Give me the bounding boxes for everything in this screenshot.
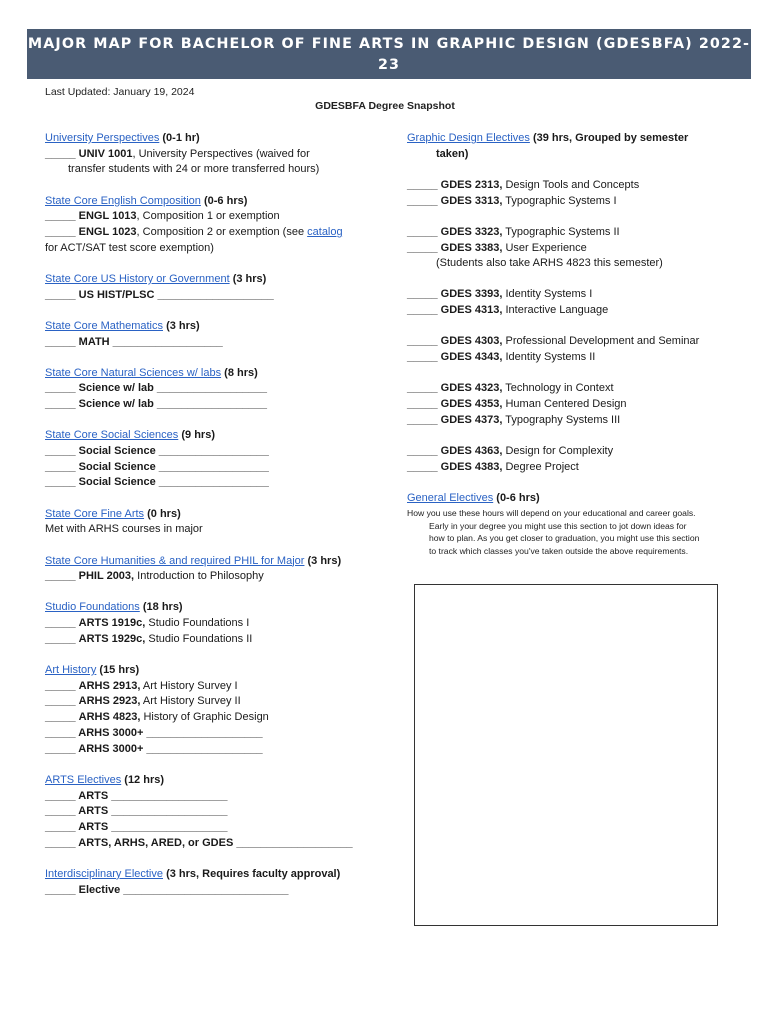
- right-column: [407, 131, 737, 573]
- checkbox-blank: _____: [407, 304, 438, 317]
- course-title: , Composition 2 or exemption (see: [136, 226, 308, 239]
- course-code: GDES 4363,: [440, 444, 503, 457]
- checkbox-blank: _____: [407, 460, 438, 473]
- section-fine-arts: [45, 507, 405, 538]
- checkbox-blank: _____: [407, 241, 438, 254]
- section-hours: (9 hrs): [181, 429, 215, 442]
- course-line: [45, 836, 405, 852]
- course-line: [45, 804, 405, 820]
- course-line: [45, 475, 405, 491]
- semester-group-1: [407, 178, 737, 209]
- course-line: [45, 460, 405, 476]
- checkbox-blank: _____: [407, 194, 438, 207]
- course-line: [407, 381, 737, 397]
- section-natural-sciences: [45, 366, 405, 413]
- semester-note: (Students also take ARHS 4823 this semester): [436, 257, 663, 270]
- course-title: Typographic Systems II: [502, 225, 620, 238]
- checkbox-blank: _____: [407, 288, 438, 301]
- checkbox-blank: _____: [45, 288, 76, 301]
- course-line: [45, 742, 405, 758]
- course-code: GDES 4323,: [440, 382, 503, 395]
- checkbox-blank: _____: [45, 726, 76, 739]
- left-column: [45, 131, 405, 914]
- course-line: Met with ARHS courses in major: [45, 523, 203, 536]
- checkbox-blank: _____: [45, 617, 76, 630]
- course-code: GDES 4353,: [440, 397, 503, 410]
- checkbox-blank: _____: [45, 147, 76, 160]
- course-code: UNIV 1001: [78, 147, 133, 160]
- course-title: Identity Systems II: [502, 351, 596, 364]
- section-general-electives: [407, 491, 737, 558]
- course-code: ARTS 1919c,: [78, 617, 146, 630]
- checkbox-blank: _____: [45, 398, 76, 411]
- art-history-link[interactable]: Art History: [45, 664, 97, 677]
- course-code: GDES 3393,: [440, 288, 503, 301]
- section-social-sciences: [45, 428, 405, 491]
- english-composition-link[interactable]: State Core English Composition: [45, 194, 201, 207]
- section-hours: (3 hrs): [232, 272, 267, 285]
- checkbox-blank: _____: [45, 836, 76, 849]
- semester-group-4: [407, 334, 737, 365]
- course-title: Art History Survey I: [140, 679, 238, 692]
- checkbox-blank: _____: [407, 351, 438, 364]
- course-code: GDES 3313,: [440, 194, 503, 207]
- fine-arts-link[interactable]: State Core Fine Arts: [45, 507, 145, 520]
- course-code: PHIL 2003,: [78, 570, 135, 583]
- section-university-perspectives: [45, 131, 405, 178]
- checkbox-blank: _____: [407, 178, 438, 191]
- mathematics-link[interactable]: State Core Mathematics: [45, 319, 163, 332]
- section-hours: (12 hrs): [124, 773, 165, 786]
- course-title: History of Graphic Design: [140, 711, 269, 724]
- course-line: [45, 694, 405, 710]
- section-art-history: [45, 663, 405, 757]
- section-english-composition: [45, 194, 405, 257]
- section-hours: (15 hrs): [99, 664, 140, 677]
- course-title: Interactive Language: [502, 304, 609, 317]
- checkbox-blank: _____: [45, 570, 76, 583]
- course-slot: Science w/ lab __________________: [78, 398, 268, 411]
- course-title: User Experience: [502, 241, 587, 254]
- checkbox-blank: _____: [407, 335, 438, 348]
- section-hours: (0-1 hr): [162, 132, 200, 144]
- course-slot: MATH __________________: [78, 335, 223, 348]
- course-slot: Science w/ lab __________________: [78, 382, 268, 395]
- course-code: ENGL 1023: [78, 226, 137, 239]
- section-studio-foundations: [45, 600, 405, 647]
- checkbox-blank: _____: [45, 335, 76, 348]
- course-line: [407, 241, 737, 257]
- checkbox-blank: _____: [407, 225, 438, 238]
- checkbox-blank: _____: [407, 444, 438, 457]
- course-line: [45, 679, 405, 695]
- page-title-line-2: THROUGH 2023-24 CATALOG YEARS: [230, 78, 548, 94]
- course-code: GDES 4343,: [440, 351, 503, 364]
- course-title: Typographic Systems I: [502, 194, 617, 207]
- checkbox-blank: _____: [45, 210, 76, 223]
- section-us-history: [45, 272, 405, 303]
- catalog-link[interactable]: catalog: [307, 226, 343, 239]
- course-title: Design Tools and Concepts: [502, 178, 640, 191]
- section-hours: (3 hrs): [307, 554, 342, 567]
- last-updated-text: Last Updated: January 19, 2024: [45, 86, 195, 98]
- checkbox-blank: _____: [45, 476, 76, 489]
- course-line: [407, 334, 737, 350]
- course-title: Technology in Context: [502, 382, 614, 395]
- course-slot: ARTS, ARHS, ARED, or GDES ___________________: [78, 836, 353, 849]
- checkbox-blank: _____: [45, 679, 76, 692]
- note-line: How you use these hours will depend on your educational and career goals.: [407, 508, 696, 519]
- interdisciplinary-elective-link[interactable]: Interdisciplinary Elective: [45, 867, 163, 880]
- course-title: , University Perspectives (waived for: [132, 147, 310, 160]
- course-title: Art History Survey II: [140, 695, 241, 708]
- course-line: [407, 225, 737, 241]
- checkbox-blank: _____: [45, 883, 76, 896]
- note-line: Early in your degree you might use this section to jot down ideas for: [429, 520, 687, 531]
- checkbox-blank: _____: [407, 397, 438, 410]
- checkbox-blank: _____: [45, 789, 76, 802]
- snapshot-heading: GDESBFA Degree Snapshot: [315, 100, 455, 112]
- general-electives-notes-box[interactable]: [414, 584, 718, 926]
- section-hours: (3 hrs): [166, 319, 200, 332]
- course-slot: Elective ___________________________: [78, 883, 289, 896]
- course-code: GDES 4303,: [440, 335, 503, 348]
- checkbox-blank: _____: [45, 445, 76, 458]
- course-line: [407, 460, 737, 476]
- course-line: [45, 335, 405, 351]
- general-electives-note: [407, 507, 737, 557]
- arts-electives-link[interactable]: ARTS Electives: [45, 773, 122, 786]
- course-line: [45, 288, 405, 304]
- section-hours: (39 hrs, Grouped by semester: [532, 132, 689, 144]
- course-title: Degree Project: [502, 460, 579, 473]
- course-slot: ARHS 3000+ ___________________: [78, 726, 263, 739]
- humanities-link[interactable]: State Core Humanities & and required PHIL for Major: [45, 554, 305, 567]
- checkbox-blank: _____: [45, 460, 76, 473]
- course-code: GDES 3383,: [440, 241, 503, 254]
- course-title: Typography Systems III: [502, 413, 621, 426]
- course-line: [45, 569, 405, 585]
- section-hours: (8 hrs): [224, 366, 258, 379]
- section-arts-electives: [45, 773, 405, 852]
- section-hours: (0-6 hrs): [496, 491, 540, 504]
- course-code: ARHS 2923,: [78, 695, 141, 708]
- course-line: [45, 147, 405, 163]
- course-slot: ARTS ___________________: [78, 805, 228, 818]
- course-line: [45, 726, 405, 742]
- semester-group-6: [407, 444, 737, 475]
- course-line: [407, 303, 737, 319]
- course-line: [45, 209, 405, 225]
- section-graphic-design-electives: [407, 131, 737, 162]
- checkbox-blank: _____: [45, 226, 76, 239]
- course-code: GDES 4373,: [440, 413, 503, 426]
- course-line: [45, 381, 405, 397]
- course-slot: ARTS ___________________: [78, 820, 228, 833]
- course-title: Design for Complexity: [502, 444, 614, 457]
- checkbox-blank: _____: [45, 711, 76, 724]
- general-electives-link[interactable]: General Electives: [407, 491, 494, 504]
- semester-group-3: [407, 287, 737, 318]
- course-title: , Composition 1 or exemption: [136, 210, 280, 223]
- section-humanities: [45, 554, 405, 585]
- course-line: [45, 397, 405, 413]
- us-history-link[interactable]: State Core US History or Government: [45, 272, 230, 285]
- note-line: how to plan. As you get closer to graduation, you might use this section: [429, 533, 700, 544]
- course-line-continued: for ACT/SAT test score exemption): [45, 241, 214, 254]
- section-hours: (0 hrs): [147, 507, 181, 520]
- natural-sciences-link[interactable]: State Core Natural Sciences w/ labs: [45, 366, 222, 379]
- course-line: [45, 444, 405, 460]
- social-sciences-link[interactable]: State Core Social Sciences: [45, 429, 179, 442]
- course-line: [407, 287, 737, 303]
- checkbox-blank: _____: [45, 742, 76, 755]
- section-hours: (18 hrs): [142, 601, 183, 614]
- course-code: GDES 4313,: [440, 304, 503, 317]
- studio-foundations-link[interactable]: Studio Foundations: [45, 601, 140, 614]
- checkbox-blank: _____: [45, 632, 76, 645]
- course-line: [407, 444, 737, 460]
- course-slot: ARTS ___________________: [78, 789, 228, 802]
- checkbox-blank: _____: [407, 382, 438, 395]
- course-code: ARHS 4823,: [78, 711, 141, 724]
- course-slot: ARHS 3000+ ___________________: [78, 742, 263, 755]
- course-title: Identity Systems I: [502, 288, 593, 301]
- checkbox-blank: _____: [45, 382, 76, 395]
- course-slot: Social Science __________________: [78, 460, 269, 473]
- semester-group-2: [407, 225, 737, 272]
- course-slot: Social Science __________________: [78, 476, 269, 489]
- note-line: to track which classes you've taken outside the above requirements.: [429, 545, 689, 556]
- course-code: ENGL 1013: [78, 210, 137, 223]
- course-line: [45, 883, 405, 899]
- checkbox-blank: _____: [45, 805, 76, 818]
- course-code: GDES 3323,: [440, 225, 503, 238]
- course-line: [45, 820, 405, 836]
- course-slot: US HIST/PLSC ___________________: [78, 288, 274, 301]
- section-hours: (3 hrs, Requires faculty approval): [166, 867, 341, 880]
- section-mathematics: [45, 319, 405, 350]
- page-title-line-1: MAJOR MAP FOR BACHELOR OF FINE ARTS IN GRAPHIC DESIGN (GDESBFA) 2022-23: [27, 36, 751, 73]
- course-code: GDES 2313,: [440, 178, 503, 191]
- course-slot: Social Science __________________: [78, 445, 269, 458]
- course-line: [45, 616, 405, 632]
- course-line: [45, 632, 405, 648]
- course-line: [407, 350, 737, 366]
- checkbox-blank: _____: [407, 413, 438, 426]
- course-code: ARHS 2913,: [78, 679, 141, 692]
- course-title: Studio Foundations I: [145, 617, 250, 630]
- course-line: [407, 178, 737, 194]
- course-line: [407, 194, 737, 210]
- section-hours-continued: taken): [436, 147, 469, 160]
- course-line: [45, 710, 405, 726]
- course-code: GDES 4383,: [440, 460, 503, 473]
- checkbox-blank: _____: [45, 820, 76, 833]
- section-interdisciplinary-elective: [45, 867, 405, 898]
- course-title: Studio Foundations II: [145, 632, 253, 645]
- section-hours: (0-6 hrs): [203, 194, 248, 207]
- course-line: [407, 397, 737, 413]
- course-line: [45, 225, 405, 241]
- course-line: [407, 413, 737, 429]
- course-line-continued: transfer students with 24 or more transferred hours): [68, 163, 320, 176]
- course-title: Professional Development and Seminar: [502, 335, 700, 348]
- course-code: ARTS 1929c,: [78, 632, 146, 645]
- university-perspectives-link[interactable]: University Perspectives: [45, 132, 160, 144]
- course-title: Introduction to Philosophy: [134, 570, 264, 583]
- course-line: [45, 789, 405, 805]
- graphic-design-electives-link[interactable]: Graphic Design Electives: [407, 132, 530, 144]
- semester-group-5: [407, 381, 737, 428]
- checkbox-blank: _____: [45, 695, 76, 708]
- course-title: Human Centered Design: [502, 397, 627, 410]
